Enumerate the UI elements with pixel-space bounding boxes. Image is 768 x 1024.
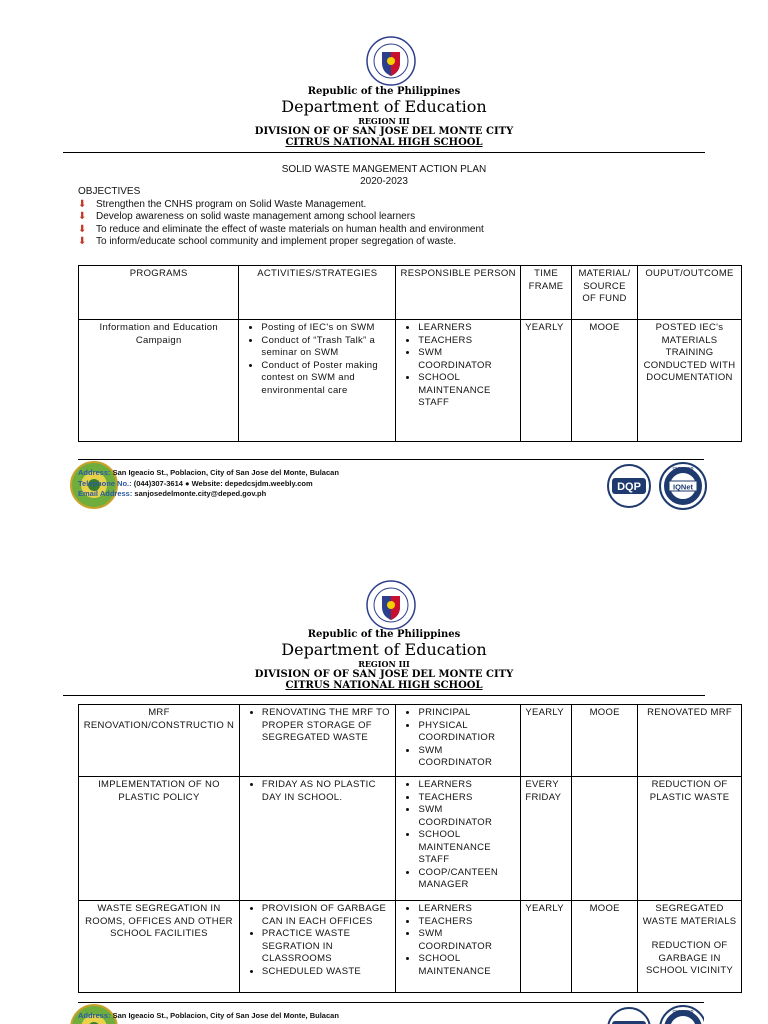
outcome-cell: RENOVATED MRF xyxy=(638,705,742,777)
arrow-down-icon: ⬇ xyxy=(78,236,87,247)
fund-cell: MOOE xyxy=(572,320,638,442)
iqnet-cert-icon xyxy=(658,461,708,511)
person-item: • SWM COORDINATOR xyxy=(418,804,516,829)
footer-address xyxy=(78,1011,339,1022)
program-cell: IMPLEMENTATION OF NO PLASTIC POLICY xyxy=(79,777,240,901)
persons-cell xyxy=(396,777,521,901)
cert-label-text: CERTIFIED xyxy=(672,1008,694,1014)
persons-cell xyxy=(396,320,521,442)
outcome-text-2: REDUCTION OF GARBAGE IN SCHOOL VICINITY xyxy=(646,940,734,976)
persons-cell xyxy=(396,705,521,777)
activity-item: • Posting of IEC's on SWM xyxy=(261,322,391,335)
cert-label-text: CERTIFIED xyxy=(672,465,694,471)
activities-cell xyxy=(239,777,396,901)
activities-cell xyxy=(239,901,396,993)
school-name: CITRUS NATIONAL HIGH SCHOOL xyxy=(285,680,483,691)
objective-item xyxy=(78,236,484,249)
time-frame-cell: YEARLY xyxy=(521,901,572,993)
footer xyxy=(70,1002,704,1024)
fund-cell: MOOE xyxy=(572,705,638,777)
person-item: • LEARNERS xyxy=(418,903,516,916)
objective-text: To inform/educate school community and implement proper segregation of waste. xyxy=(96,236,457,247)
objective-text: To reduce and eliminate the effect of waste materials on human health and environment xyxy=(96,223,484,235)
person-item: • LEARNERS xyxy=(418,322,516,335)
letterhead xyxy=(0,629,768,691)
persons-cell xyxy=(396,901,521,993)
header-programs: PROGRAMS xyxy=(79,266,239,320)
footer-rule xyxy=(78,1002,704,1003)
time-frame-cell: YEARLY xyxy=(521,320,572,442)
division-line: DIVISION OF OF SAN JOSE DEL MONTE CITY xyxy=(254,669,514,680)
person-item: • SWM COORDINATOR xyxy=(418,928,516,953)
person-item: • SCHOOL MAINTENANCE STAFF xyxy=(418,372,516,410)
dqp-cert-icon xyxy=(604,1006,654,1024)
letterhead xyxy=(0,86,768,148)
department-name: Department of Education xyxy=(281,640,487,659)
header-outcome: OUPUT/OUTCOME xyxy=(638,266,742,320)
action-plan-table xyxy=(78,265,742,442)
person-item: • SCHOOL MAINTENANCE STAFF xyxy=(418,829,516,867)
outcome-cell: POSTED IEC's MATERIALS TRAINING CONDUCTED WITH DOCUMENTATION xyxy=(638,320,742,442)
activity-item: • RENOVATING THE MRF TO PROPER STORAGE OF SEGREGATED WASTE xyxy=(262,707,392,745)
time-frame-cell: EVERY FRIDAY xyxy=(521,777,572,901)
person-item: • PHYSICAL COORDINATIOR xyxy=(418,720,516,745)
activity-item: • PROVISION OF GARBAGE CAN IN EACH OFFICES xyxy=(262,903,392,928)
phone-key: Telephone No.: xyxy=(78,478,132,488)
department-name: Department of Education xyxy=(281,97,487,116)
objective-item xyxy=(78,223,484,237)
page-2 xyxy=(0,512,768,1024)
header-rule xyxy=(63,152,705,153)
deped-seal-icon xyxy=(366,36,416,86)
header-responsible: RESPONSIBLE PERSON xyxy=(396,266,521,320)
region-line: REGION III xyxy=(358,659,410,669)
plan-title xyxy=(0,164,768,188)
iqnet-cert-icon xyxy=(658,1004,704,1024)
cert1-text: DQP xyxy=(617,481,641,493)
fund-cell: MOOE xyxy=(572,901,638,993)
header-time-frame: TIME FRAME xyxy=(521,266,572,320)
person-item: • TEACHERS xyxy=(418,916,516,929)
address-key: Address: xyxy=(78,1011,111,1020)
footer-address-block xyxy=(78,1011,339,1022)
person-item: • TEACHERS xyxy=(418,792,516,805)
arrow-down-icon: ⬇ xyxy=(78,223,87,235)
table-row xyxy=(79,705,742,777)
activity-item: • Conduct of “Trash Talk” a seminar on SWM xyxy=(261,335,391,360)
person-item: • SWM COORDINATOR xyxy=(418,745,516,770)
header-fund: MATERIAL/ SOURCE OF FUND xyxy=(572,266,638,320)
email-key: Email Address: xyxy=(78,489,133,498)
program-cell: Information and Education Campaign xyxy=(79,320,239,442)
header-rule xyxy=(63,695,705,696)
footer-phone xyxy=(78,479,339,490)
arrow-down-icon: ⬇ xyxy=(78,211,87,222)
outcome-cell xyxy=(638,901,742,993)
person-item: • SCHOOL MAINTENANCE xyxy=(418,953,516,978)
program-cell: MRF RENOVATION/CONSTRUCTIO N xyxy=(79,705,240,777)
plan-title-text: SOLID WASTE MANGEMENT ACTION PLAN xyxy=(281,164,487,175)
activities-cell xyxy=(239,320,396,442)
fund-cell xyxy=(572,777,638,901)
footer-address-block xyxy=(78,468,339,500)
footer-address xyxy=(78,468,339,479)
program-cell: WASTE SEGREGATION IN ROOMS, OFFICES AND OTHER SCHOOL FACILITIES xyxy=(79,901,240,993)
footer xyxy=(70,459,704,511)
activities-cell xyxy=(239,705,396,777)
activity-item: • PRACTICE WASTE SEGRATION IN CLASSROOMS xyxy=(262,928,392,966)
republic-line: Republic of the Philippines xyxy=(307,629,461,640)
person-item: • TEACHERS xyxy=(418,335,516,348)
header-activities: ACTIVITIES/STRATEGIES xyxy=(239,266,396,320)
table-row xyxy=(79,777,742,901)
activity-item: • SCHEDULED WASTE xyxy=(262,966,392,979)
time-frame-cell: YEARLY xyxy=(521,705,572,777)
address-value: San Igeacio St., Poblacion, City of San Jose del Monte, Bulacan xyxy=(110,468,339,477)
phone-value: (044)307-3614 ● Website: depedcsjdm.weebly.com xyxy=(131,478,313,488)
person-item: • LEARNERS xyxy=(418,779,516,792)
arrow-down-icon: ⬇ xyxy=(78,198,87,210)
deped-seal-icon xyxy=(366,580,416,630)
outcome-cell: REDUCTION OF PLASTIC WASTE xyxy=(638,777,742,901)
cert2-text: IQNet xyxy=(672,482,694,492)
republic-line: Republic of the Philippines xyxy=(307,86,461,97)
division-line: DIVISION OF OF SAN JOSE DEL MONTE CITY xyxy=(254,126,514,137)
school-name: CITRUS NATIONAL HIGH SCHOOL xyxy=(285,137,483,148)
person-item: • PRINCIPAL xyxy=(418,707,516,720)
table-row xyxy=(79,320,742,442)
person-item: • COOP/CANTEEN MANAGER xyxy=(418,867,516,892)
email-value: sanjosedelmonte.city@deped.gov.ph xyxy=(132,489,267,498)
objectives xyxy=(78,186,484,249)
outcome-text: SEGREGATED WASTE MATERIALS xyxy=(642,903,737,927)
objective-text: Strengthen the CNHS program on Solid Waste Management. xyxy=(96,198,367,210)
dqp-cert-icon xyxy=(604,463,654,509)
action-plan-table-continued xyxy=(78,704,742,993)
person-item: • SWM COORDINATOR xyxy=(418,347,516,372)
activity-item: • Conduct of Poster making contest on SWM and environmental care xyxy=(261,360,391,398)
objectives-heading: OBJECTIVES xyxy=(78,186,141,197)
footer-email xyxy=(78,489,339,500)
table-row xyxy=(79,901,742,993)
objective-text: Develop awareness on solid waste management among school learners xyxy=(96,211,416,222)
address-key: Address: xyxy=(78,468,111,477)
footer-rule xyxy=(78,459,704,460)
table-header-row xyxy=(79,266,742,320)
address-value: San Igeacio St., Poblacion, City of San Jose del Monte, Bulacan xyxy=(110,1011,339,1020)
activity-item: • FRIDAY AS NO PLASTIC DAY IN SCHOOL. xyxy=(262,779,392,804)
region-line: REGION III xyxy=(358,116,410,126)
objective-item xyxy=(78,198,484,212)
objective-item xyxy=(78,211,484,224)
plan-years: 2020-2023 xyxy=(360,176,408,187)
